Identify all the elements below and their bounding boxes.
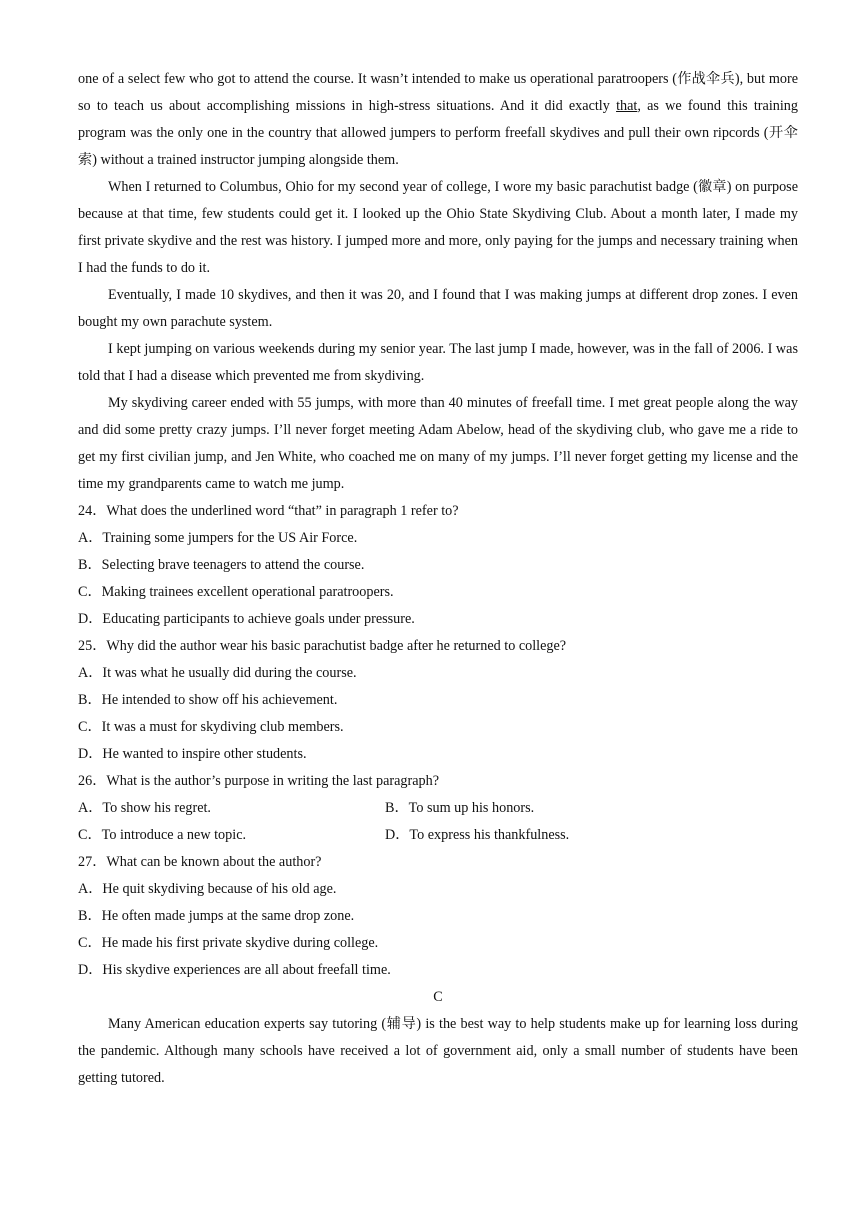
exam-page: [78, 66, 798, 1092]
question-27: [78, 849, 798, 984]
question-27-option-a: A．He quit skydiving because of his old age.: [78, 881, 337, 897]
passage-b-paragraph-3: Eventually, I made 10 skydives, and then it was 20, and I found that I was making jumps at different drop zones. I even bought my own parachute system.: [78, 287, 798, 330]
passage-c-paragraph-1: Many American education experts say tutoring (辅导) is the best way to help students make up for learning loss during the pandemic. Although many schools have received a lot of government aid, only a small number of students have been getting tutored.: [78, 1016, 798, 1086]
question-26-option-a: A．To show his regret.: [78, 800, 211, 816]
question-26-option-b: B．To sum up his honors.: [385, 800, 535, 816]
paragraph-1-text-after: , as we found this training program was the only one in the country that allowed jumpers to perform freefall skydives and pull their own ripcords (开伞索) without a trained instructor jumping alongside them.: [78, 98, 798, 168]
question-25-option-c: C．It was a must for skydiving club members.: [78, 719, 344, 735]
passage-b-paragraph-1: [78, 66, 798, 174]
question-26-option-c: C．To introduce a new topic.: [78, 827, 247, 843]
passage-b-paragraph-5: My skydiving career ended with 55 jumps, with more than 40 minutes of freefall time. I met great people along the way and did some pretty crazy jumps. I’ll never forget meeting Adam Abelow, head of the skydiving club, who gave me a ride to get my first civilian jump, and Jen White, who coached me on many of my jumps. I’ll never forget getting my license and the time my grandparents came to watch me jump.: [78, 395, 798, 492]
question-25-option-d: D．He wanted to inspire other students.: [78, 746, 307, 762]
underlined-word-that: that: [616, 98, 638, 114]
question-27-option-d: D．His skydive experiences are all about freefall time.: [78, 962, 391, 978]
question-24: [78, 498, 798, 633]
question-25-option-a: A．It was what he usually did during the course.: [78, 665, 357, 681]
passage-c-heading: C: [433, 989, 443, 1005]
question-26-options-row-1: [78, 795, 798, 822]
question-24-stem: 24．What does the underlined word “that” in paragraph 1 refer to?: [78, 503, 459, 519]
passage-b-paragraph-4: I kept jumping on various weekends during my senior year. The last jump I made, however, was in the fall of 2006. I was told that I had a disease which prevented me from skydiving.: [78, 341, 798, 384]
passage-b-paragraph-2: When I returned to Columbus, Ohio for my second year of college, I wore my basic parachutist badge (徽章) on purpose because at that time, few students could get it. I looked up the Ohio State Skydiving Club. About a month later, I made my first private skydive and the rest was history. I jumped more and more, only paying for the jumps and necessary training when I had the funds to do it.: [78, 179, 798, 276]
question-26-options-row-2: [78, 822, 798, 849]
question-27-option-c: C．He made his first private skydive during college.: [78, 935, 379, 951]
question-25-option-b: B．He intended to show off his achievement.: [78, 692, 338, 708]
question-24-option-a: A．Training some jumpers for the US Air Force.: [78, 530, 358, 546]
paragraph-1-text-before: one of a select few who got to attend the course. It wasn’t intended to make us operational paratroopers (作战伞兵), but more so to teach us about accomplishing missions in high-stress situations. And it did exactly: [78, 71, 798, 114]
question-24-option-d: D．Educating participants to achieve goals under pressure.: [78, 611, 415, 627]
question-24-option-c: C．Making trainees excellent operational paratroopers.: [78, 584, 394, 600]
question-26-stem: 26．What is the author’s purpose in writing the last paragraph?: [78, 773, 440, 789]
question-25-stem: 25．Why did the author wear his basic parachutist badge after he returned to college?: [78, 638, 567, 654]
question-26-option-d: D．To express his thankfulness.: [385, 827, 570, 843]
question-27-stem: 27．What can be known about the author?: [78, 854, 322, 870]
question-25: [78, 633, 798, 768]
question-27-option-b: B．He often made jumps at the same drop zone.: [78, 908, 355, 924]
question-24-option-b: B．Selecting brave teenagers to attend the course.: [78, 557, 365, 573]
question-26: [78, 768, 798, 849]
